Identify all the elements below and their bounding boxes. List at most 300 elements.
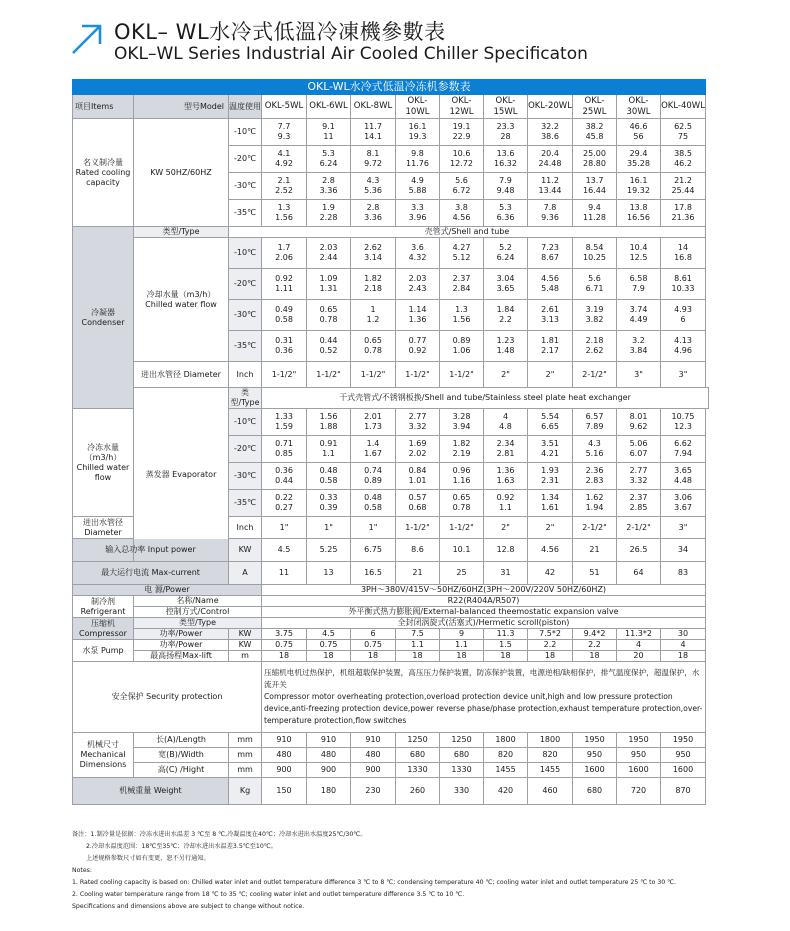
weight-value: 180 (307, 778, 351, 805)
evaporator-flow-label: 冷冻水量（m3/h） Chilled water flow (73, 409, 134, 517)
value-60hz: 4.56 (452, 213, 471, 222)
value-50hz: 3.3 (411, 203, 424, 212)
value-60hz: 5.12 (452, 253, 471, 262)
width-value: 480 (307, 748, 351, 763)
pump-lift-value: 18 (307, 651, 351, 662)
input-power-value: 8.6 (396, 539, 440, 562)
head-model-1: OKL-6WL (307, 95, 351, 119)
value-60hz: 4.32 (408, 253, 427, 262)
value-50hz: 11.2 (541, 176, 559, 185)
evaporator-flow-value (484, 436, 528, 463)
pump-lift-value: 18 (484, 651, 528, 662)
condenser-flow-label: 冷却水量（m3/h） Chilled water flow (134, 238, 229, 362)
capacity-value (484, 146, 528, 173)
pump-lift-value: 18 (573, 651, 617, 662)
value-50hz: 13.6 (496, 149, 515, 158)
value-60hz: 0.78 (364, 346, 382, 355)
pump-lift-value: 18 (262, 651, 307, 662)
value-50hz: 13.7 (585, 176, 604, 185)
table-row (73, 733, 709, 748)
value-60hz: 1.36 (408, 315, 427, 324)
value-60hz: 16.56 (627, 213, 650, 222)
capacity-value (396, 173, 440, 200)
value-50hz: 8.1 (366, 149, 380, 158)
value-60hz: 5.48 (541, 284, 559, 293)
capacity-value (440, 173, 484, 200)
value-60hz: 0.85 (275, 449, 293, 458)
condenser-flow-value (307, 300, 351, 331)
value-60hz: 25.44 (671, 186, 695, 195)
value-50hz: 4 (502, 412, 509, 421)
capacity-value (573, 146, 617, 173)
pump-lift-value: 18 (351, 651, 396, 662)
evaporator-flow-value (484, 463, 528, 490)
evaporator-flow-value (617, 490, 661, 517)
value-50hz: 0.84 (408, 466, 427, 475)
value-50hz: 4.13 (674, 336, 692, 345)
value-50hz: 1.14 (408, 305, 427, 314)
evaporator-flow-value (440, 490, 484, 517)
evaporator-flow-value (396, 463, 440, 490)
value-60hz: 1.56 (275, 213, 293, 222)
value-50hz: 9.8 (411, 149, 424, 158)
pump-lift-value: 20 (617, 651, 661, 662)
value-60hz: 46.2 (674, 159, 692, 168)
condenser-flow-value (262, 269, 307, 300)
table-row (73, 748, 709, 763)
input-power-value: 26.5 (617, 539, 661, 562)
pump-label: 水泵 Pump (73, 640, 134, 662)
value-60hz: 2.18 (364, 284, 382, 293)
compressor-power-value: 9.4*2 (573, 629, 617, 640)
condenser-flow-value (396, 238, 440, 269)
capacity-value (440, 200, 484, 227)
value-60hz: 6.07 (629, 449, 648, 458)
value-60hz: 1.88 (319, 422, 338, 431)
value-60hz: 1.1 (499, 503, 512, 512)
length-value: 1950 (573, 733, 617, 748)
value-60hz: 1.56 (452, 315, 471, 324)
evaporator-flow-value (661, 490, 706, 517)
table-row (73, 629, 709, 640)
value-60hz: 2.81 (496, 449, 515, 458)
value-60hz: 2.62 (585, 346, 604, 355)
value-60hz: 2.28 (319, 213, 338, 222)
value-50hz: 16.1 (408, 122, 427, 131)
table-row (73, 596, 709, 607)
value-50hz: 0.92 (496, 493, 515, 502)
evaporator-label: 蒸发器 Evaporator (134, 388, 229, 562)
capacity-value (396, 146, 440, 173)
value-60hz: 1.94 (585, 503, 604, 512)
compressor-power-value: 6 (351, 629, 396, 640)
pump-power-value: 4 (617, 640, 661, 651)
temp-cell: -35℃ (229, 331, 262, 362)
capacity-value (307, 146, 351, 173)
value-50hz: 2.01 (364, 412, 382, 421)
value-50hz: 4.27 (452, 243, 471, 252)
value-60hz: 0.89 (364, 476, 382, 485)
value-60hz: 1.06 (452, 346, 471, 355)
evaporator-pipe-value: 1" (307, 517, 351, 539)
table-row (73, 388, 709, 409)
dimensions-label: 机械尺寸 Mechanical Dimensions (73, 733, 134, 778)
weight-value: 720 (617, 778, 661, 805)
value-60hz: 6 (680, 315, 686, 324)
compressor-label: 压缩机 Compressor (73, 618, 134, 640)
value-60hz: 4.48 (674, 476, 692, 485)
pump-power-value: 1.5 (484, 640, 528, 651)
pump-power-value: 1.1 (440, 640, 484, 651)
value-50hz: 1.3 (455, 305, 468, 314)
note-en-1: 1. Rated cooling capacity is based on: Chilled water inlet and outlet temperature difference 3 ℃ to 8 ℃; condensing temperature 40 ℃; cooling water inlet and outlet temperature 25 ℃ to 30 ℃. (72, 879, 677, 886)
value-50hz: 0.22 (275, 493, 293, 502)
value-50hz: 5.2 (499, 243, 512, 252)
capacity-value (262, 173, 307, 200)
condenser-type-value: 壳管式/Shell and tube (229, 227, 706, 238)
evaporator-flow-value (440, 409, 484, 436)
value-60hz: 12.3 (674, 422, 692, 431)
evaporator-pipe-value: 1" (262, 517, 307, 539)
value-50hz: 5.6 (588, 274, 601, 283)
note-en-3: Specifications and dimensions above are subject to change without notice. (72, 903, 305, 910)
input-power-unit: KW (229, 539, 262, 562)
evaporator-flow-value (661, 463, 706, 490)
table-row (73, 778, 709, 805)
width-value: 820 (528, 748, 573, 763)
value-50hz: 23.3 (496, 122, 515, 131)
value-50hz: 0.36 (275, 466, 293, 475)
evaporator-type-value: 干式壳管式/不锈钢板换/Shell and tube/Stainless steel plate heat exchanger (262, 388, 709, 409)
value-50hz: 1.82 (452, 439, 471, 448)
table-row (73, 80, 709, 95)
condenser-flow-value (617, 331, 661, 362)
value-60hz: 0.52 (319, 346, 338, 355)
evaporator-flow-value (396, 409, 440, 436)
condenser-flow-value (396, 300, 440, 331)
value-60hz: 3.94 (452, 422, 471, 431)
pump-power-value: 4 (661, 640, 706, 651)
capacity-value (617, 146, 661, 173)
evaporator-flow-value (262, 490, 307, 517)
evaporator-flow-value (351, 436, 396, 463)
condenser-flow-value (617, 269, 661, 300)
value-60hz: 24.48 (538, 159, 562, 168)
condenser-flow-value (484, 300, 528, 331)
value-60hz: 1.63 (496, 476, 515, 485)
value-50hz: 1.09 (319, 274, 338, 283)
security-value (262, 662, 706, 733)
capacity-value (573, 200, 617, 227)
capacity-value (440, 146, 484, 173)
condenser-flow-value (351, 300, 396, 331)
value-60hz: 1.31 (319, 284, 338, 293)
table-row (73, 238, 709, 269)
value-50hz: 2.77 (629, 466, 648, 475)
evaporator-flow-value (617, 436, 661, 463)
value-60hz: 2.19 (452, 449, 471, 458)
table-row (73, 227, 709, 238)
power-value: 3PH～380V/415V～50HZ/60HZ(3PH～200V/220V 50HZ/60HZ) (262, 585, 706, 596)
value-60hz: 2.84 (452, 284, 471, 293)
length-value: 910 (351, 733, 396, 748)
value-50hz: 6.62 (674, 439, 692, 448)
condenser-flow-value (617, 300, 661, 331)
value-50hz: 3.04 (496, 274, 515, 283)
refrigerant-control-value: 外平衡式热力膨胀阀/External-balanced theemostatic expansion valve (262, 607, 706, 618)
value-60hz: 2.52 (275, 186, 293, 195)
value-60hz: 2.06 (275, 253, 293, 262)
evaporator-flow-value (528, 463, 573, 490)
pump-power-value: 0.75 (351, 640, 396, 651)
weight-value: 420 (484, 778, 528, 805)
value-60hz: 16.44 (583, 186, 606, 195)
value-50hz: 6.58 (629, 274, 648, 283)
value-50hz: 1 (370, 305, 376, 314)
capacity-value (351, 146, 396, 173)
compressor-power-value: 11.3*2 (617, 629, 661, 640)
evaporator-pipe-value: 1" (351, 517, 396, 539)
value-50hz: 0.48 (319, 466, 338, 475)
value-50hz: 3.6 (411, 243, 424, 252)
temp-cell: -30℃ (229, 463, 262, 490)
compressor-power-value: 7.5 (396, 629, 440, 640)
value-60hz: 7.94 (674, 449, 692, 458)
value-60hz: 0.44 (275, 476, 293, 485)
condenser-flow-value (528, 331, 573, 362)
evaporator-flow-value (262, 436, 307, 463)
evaporator-flow-value (484, 409, 528, 436)
length-value: 1800 (528, 733, 573, 748)
value-50hz: 1.36 (496, 466, 515, 475)
value-60hz: 22.9 (452, 132, 471, 141)
value-50hz: 7.8 (543, 203, 557, 212)
value-50hz: 4.3 (588, 439, 601, 448)
value-50hz: 13.8 (629, 203, 648, 212)
condenser-flow-value (573, 300, 617, 331)
head-model-8: OKL-30WL (617, 95, 661, 119)
head-model-0: OKL-5WL (262, 95, 307, 119)
value-50hz: 21.2 (674, 176, 692, 185)
pump-lift-unit: m (229, 651, 262, 662)
condenser-flow-value (307, 238, 351, 269)
value-50hz: 14 (677, 243, 689, 252)
evaporator-flow-value (440, 436, 484, 463)
condenser-flow-value (262, 238, 307, 269)
compressor-power-value: 9 (440, 629, 484, 640)
pump-lift-value: 18 (661, 651, 706, 662)
pump-power-value: 2.2 (528, 640, 573, 651)
evaporator-flow-value (262, 463, 307, 490)
compressor-type-label: 类型/Type (134, 618, 262, 629)
temp-cell: -30℃ (229, 300, 262, 331)
weight-value: 460 (528, 778, 573, 805)
value-50hz: 20.4 (541, 149, 559, 158)
value-60hz: 35.28 (627, 159, 650, 168)
evaporator-pipe-value: 2" (528, 517, 573, 539)
capacity-value (484, 173, 528, 200)
note-cn-3: 上述规格参数尺寸如有变更，恕不另行通知。 (86, 855, 210, 862)
compressor-power-value: 4.5 (307, 629, 351, 640)
height-value: 900 (351, 763, 396, 778)
value-50hz: 1.84 (496, 305, 515, 314)
refrigerant-label: 制冷剂 Refrigerant (73, 596, 134, 618)
note-cn-2: 2.冷却水温度范围：18℃至35℃；冷却水进出水温差3.5℃至10℃。 (86, 843, 277, 850)
condenser-flow-value (307, 269, 351, 300)
refrigerant-control-label: 控制方式/Control (134, 607, 262, 618)
value-60hz: 19.3 (408, 132, 427, 141)
input-power-value: 10.1 (440, 539, 484, 562)
capacity-value (528, 119, 573, 146)
value-50hz: 2.77 (408, 412, 427, 421)
table-row (73, 95, 709, 119)
evaporator-flow-value (351, 409, 396, 436)
width-value: 820 (484, 748, 528, 763)
value-60hz: 3.36 (364, 213, 382, 222)
evaporator-flow-value (351, 463, 396, 490)
value-60hz: 3.13 (541, 315, 559, 324)
value-60hz: 0.68 (408, 503, 427, 512)
condenser-flow-value (440, 238, 484, 269)
value-60hz: 2.85 (629, 503, 648, 512)
evaporator-pipe-value: 2-1/2" (573, 517, 617, 539)
value-50hz: 9.4 (588, 203, 601, 212)
value-60hz: 75 (677, 132, 689, 141)
condenser-flow-value (617, 238, 661, 269)
height-value: 900 (307, 763, 351, 778)
width-value: 480 (351, 748, 396, 763)
condenser-flow-value (661, 269, 706, 300)
evaporator-type-label: 类型/Type (230, 388, 260, 407)
width-value: 950 (617, 748, 661, 763)
value-50hz: 0.49 (275, 305, 293, 314)
evaporator-flow-value (396, 436, 440, 463)
value-60hz: 0.39 (319, 503, 338, 512)
capacity-value (617, 200, 661, 227)
value-60hz: 14.1 (364, 132, 382, 141)
value-60hz: 1.1 (322, 449, 335, 458)
condenser-flow-value (573, 331, 617, 362)
pump-power-unit: KW (229, 640, 262, 651)
security-text-en: Compressor motor overheating protection,overload protection device unit,high and low pressure protection device,anti-freezing protection device,power reverse phase/phase protection,exhaust temperature protection,over-temperature protection,flow switches (264, 692, 703, 725)
input-power-value: 12.8 (484, 539, 528, 562)
value-50hz: 5.3 (499, 203, 512, 212)
head-model-4: OKL-12WL (440, 95, 484, 119)
length-value: 1250 (440, 733, 484, 748)
value-60hz: 1.61 (541, 503, 559, 512)
page-title-cn: OKL– WL水冷式低溫冷凍機參數表 (114, 20, 446, 44)
value-50hz: 3.8 (455, 203, 468, 212)
value-60hz: 3.32 (408, 422, 427, 431)
condenser-pipe-label: 进出水管径 Diameter (134, 362, 229, 388)
capacity-value (528, 146, 573, 173)
capacity-value (351, 200, 396, 227)
value-50hz: 7.23 (541, 243, 559, 252)
capacity-value (661, 200, 706, 227)
value-50hz: 25.00 (583, 149, 606, 158)
capacity-value (262, 200, 307, 227)
condenser-flow-value (528, 300, 573, 331)
capacity-value (661, 173, 706, 200)
value-60hz: 9.62 (629, 422, 648, 431)
width-value: 950 (573, 748, 617, 763)
length-label: 长(A)/Length (134, 733, 229, 748)
value-50hz: 0.57 (408, 493, 427, 502)
table-row (73, 618, 709, 629)
evaporator-pipe-value: 1-1/2" (440, 517, 484, 539)
value-50hz: 0.77 (408, 336, 427, 345)
value-60hz: 0.78 (452, 503, 471, 512)
refrigerant-name-label: 名称/Name (134, 596, 262, 607)
evaporator-flow-value (307, 490, 351, 517)
input-power-value: 5.25 (307, 539, 351, 562)
value-50hz: 0.31 (275, 336, 293, 345)
capacity-value (484, 200, 528, 227)
value-50hz: 0.65 (319, 305, 338, 314)
temp-cell: -20℃ (229, 146, 262, 173)
page-header (0, 0, 790, 74)
condenser-pipe-value: 1-1/2" (396, 362, 440, 388)
value-50hz: 1.7 (277, 243, 291, 252)
value-60hz: 3.36 (319, 186, 338, 195)
height-value: 900 (262, 763, 307, 778)
security-text-cn: 压缩机电机过热保护，机组超载保护装置，高压压力保护装置，防冻保护装置，电源逆相/缺相保护，排气温度保护，超温保护，水流开关 (264, 668, 700, 689)
value-60hz: 6.36 (496, 213, 515, 222)
table-row (73, 562, 709, 585)
note-label: Notes: (72, 867, 92, 874)
value-50hz: 2.61 (541, 305, 559, 314)
width-value: 680 (396, 748, 440, 763)
input-power-value: 34 (661, 539, 706, 562)
value-50hz: 1.69 (408, 439, 427, 448)
condenser-label: 冷凝器 Condenser (73, 227, 134, 409)
value-60hz: 0.36 (275, 346, 293, 355)
value-60hz: 11.76 (406, 159, 429, 168)
evaporator-flow-value (661, 409, 706, 436)
input-power-value: 4.56 (528, 539, 573, 562)
value-50hz: 3.51 (541, 439, 559, 448)
capacity-value (573, 119, 617, 146)
width-value: 480 (262, 748, 307, 763)
condenser-flow-value (573, 269, 617, 300)
evaporator-flow-value (573, 436, 617, 463)
value-60hz: 4.96 (674, 346, 692, 355)
value-60hz: 10.33 (671, 284, 695, 293)
dimensions-unit: mm (229, 733, 262, 748)
value-50hz: 1.33 (275, 412, 293, 421)
security-label: 安全保护 Security protection (73, 662, 262, 733)
compressor-power-value: 3.75 (262, 629, 307, 640)
value-50hz: 0.48 (364, 493, 382, 502)
width-label: 宽(B)/Width (134, 748, 229, 763)
value-50hz: 7.7 (277, 122, 291, 131)
condenser-pipe-value: 3" (661, 362, 706, 388)
temp-cell: -10℃ (229, 119, 262, 146)
capacity-value (396, 119, 440, 146)
weight-value: 330 (440, 778, 484, 805)
value-60hz: 6.71 (585, 284, 604, 293)
evaporator-flow-value (573, 409, 617, 436)
value-60hz: 28 (500, 132, 511, 141)
value-50hz: 0.44 (319, 336, 338, 345)
value-50hz: 46.6 (629, 122, 648, 131)
value-60hz: 10.25 (583, 253, 606, 262)
width-value: 950 (661, 748, 706, 763)
condenser-pipe-unit: Inch (229, 362, 262, 388)
value-60hz: 4.21 (541, 449, 559, 458)
temp-cell: -10℃ (229, 238, 262, 269)
value-60hz: 9.3 (277, 132, 291, 141)
